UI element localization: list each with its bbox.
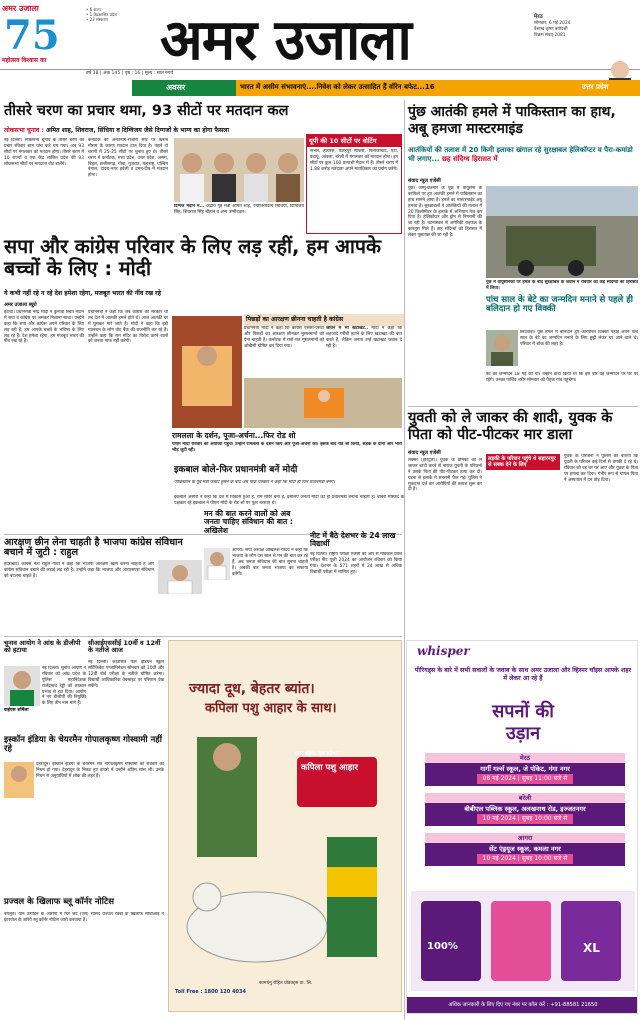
poonch-body-lower: [408, 292, 482, 404]
slot-date: 10 मई 2024 | सुबह 10:00 बजे से: [477, 854, 574, 864]
slot-date: 08 मई 2024 | सुबह 11:00 बजे से: [477, 774, 574, 784]
rahul-body: हैदराबाद। कांग्रेस नेता राहुल गांधी ने कहा कि भाजपा आरक्षण खत्म करना चाहती है और कांग्रेस संविधान बचाने की लड़ाई लड़ रही है। उन्होंने कहा कि भाजपा और आरएसएस संविधान को बदलना चाहते हैं।: [4, 562, 154, 579]
cisce-headline: सीआईएससीई 10वीं व 12वीं के नतीजे आज: [88, 639, 161, 655]
rahul-photo: [158, 560, 202, 594]
issue-info: वर्ष 38 | अंक 145 | पृष्ठ : 16 | मूल्य : सात रुपये: [86, 71, 174, 76]
kapila-tollfree[interactable]: Toll Free : 1800 120 4034: [175, 989, 246, 995]
kapila-brand: कपिला पशु आहार: [301, 763, 358, 773]
lead-subhead-text: अमित शाह, शिवराज, सिंधिया व दिग्विजय जैसे दिग्गजों के भाग्य का होगा फैसला: [46, 127, 230, 134]
reservation-box-body: प्रधानमंत्री मोदी ने कहा कि कांग्रेस एससी-एसटी और पिछड़ों का आरक्षण छीनकर मुसलमानों को देना चाहती है। कर्नाटक में रातों-रात मुसलमानों को ओबीसी घोषित कर दिया गया।: [244, 326, 324, 349]
ticker-region: उत्तर प्रदेश: [582, 83, 609, 91]
kapila-line2: कपिला पशु आहार के साथ।: [205, 701, 337, 716]
marriage-body: लक्सर (हरिद्वार)। युवक के प्रेमिका को ले जाकर शादी करने से नाराज युवती के परिजनों ने उसके पिता की पीट-पीटकर हत्या कर दी। घटना से इलाके में सनसनी फैल गई। पुलिस ने मुकदमा दर्ज कर आरोपियों की तलाश शुरू कर दी है।: [408, 458, 482, 493]
lead-headline: तीसरे चरण का प्रचार थमा, 93 सीटों पर मतदान कल: [4, 103, 289, 119]
candidates-photo: [174, 138, 304, 202]
masthead: [0, 0, 640, 73]
whisper-ad[interactable]: [406, 640, 638, 1014]
slot-city: बरेली: [425, 793, 625, 803]
poonch-body: पुंछ। जम्मू-कश्मीर के पुंछ में वायुसेना के काफिले पर हुए आतंकी हमले में पाकिस्तान का हाथ सामने आया है। हमले का मास्टरमाइंड अबू हमजा है। सुरक्षाबलों ने आतंकियों की तलाश में 20 किलोमीटर के इलाके में अभियान तेज कर दिया है। हेलिकॉप्टर और ड्रोन से निगरानी की जा रही है। घटनास्थल से अमेरिकी राइफल के कारतूस मिले हैं। छह संदिग्धों को हिरासत में लेकर पूछताछ की जा रही है।: [408, 186, 482, 239]
sharmila-caption: वाईएस शर्मिला: [4, 708, 29, 713]
anniversary-tagline: महोत्सव विश्वास का: [2, 57, 47, 64]
ticker-label: अवसर: [132, 80, 236, 96]
up-seats-box: [306, 134, 402, 234]
road-show-text: पीएम मोदी रविवार को अयोध्या पहुंचे। उन्होंने रामलला के दर्शन किए और पूजा-अर्चना की। इसके बाद रोड शो किया, सड़क के दोनों ओर भारी भीड़ जुटी रही।: [172, 442, 402, 453]
newspaper-title: अमर उजाला: [160, 8, 411, 73]
cisce-body: नई दिल्ली। काउंसिल फॉर इंडियन स्कूल सर्टिफिकेट एग्जामिनेशन सोमवार को 10वीं और 12वीं बोर्ड परीक्षा के नतीजे घोषित करेगा। विद्यार्थी आधिकारिक वेबसाइट पर परिणाम देख सकेंगे।: [88, 660, 164, 689]
pm-body-2: प्रधानमंत्री ने कहा कि जब कांग्रेस की सरकार थी तब देश में आतंकी हमले होते थे। आज आतंकी घर में घुसकर मारे जाते हैं। मोदी ने कहा कि इंडी गठबंधन के लोग वोट बैंक की राजनीति कर रहे हैं। उन्होंने कहा कि राम मंदिर का विरोध करने वालों को जनता माफ नहीं करेगी।: [88, 310, 168, 345]
kapila-ad[interactable]: [168, 640, 402, 1012]
divider: [404, 100, 405, 1020]
lead-subhead-label: लोकसभा चुनाव :: [4, 127, 44, 134]
up-seats-body: संभल, हाथरस, फतेहपुर सीकरी, फिरोजाबाद, एटा, बदायूं, आंवला, बरेली में मंगलवार को मतदान होगा। इन सीटों पर कुल 100 प्रत्याशी मैदान में हैं। तीसरे चरण में 1.88 करोड़ मतदाता अपने मताधिकार का प्रयोग करेंगे।: [310, 149, 398, 172]
whisper-title-2: उड़ान: [505, 723, 541, 744]
up-seats-title: यूपी की 10 सीटों पर वोटिंग: [307, 135, 401, 147]
quote-body: मोदी ने कहा कि शहजादे गरीबी हटाने के लिए खटाखट की बात करते हैं, लेकिन जनता उन्हें खटाखट जवाब दे रही है।: [326, 326, 402, 349]
iqbal-headline: इकबाल बोले-फिर प्रधानमंत्री बनें मोदी: [174, 465, 298, 475]
poonch-photo: [486, 186, 638, 278]
kapila-company: कामधेनु रोहित प्रोडक्ट्स प्रा. लि.: [259, 981, 313, 986]
iskcon-photo: [4, 762, 34, 798]
divider: [408, 406, 638, 407]
rahul-headline: आरक्षण छीन लेना चाहती है भाजपा कांग्रेस संविधान बचाने में जुटी : राहुल: [4, 537, 183, 559]
slot-school: गार्गी गर्ल्स स्कूल, जे पॉकेट, गंगा नगर: [480, 765, 570, 774]
reservation-box-title: पिछड़ों का आरक्षण छीनना चाहती है कांग्रेस: [244, 314, 404, 326]
marriage-body-2: युवक के परिजनों ने पुलिस को बताया कि युवती के परिजन कई दिनों से धमकी दे रहे थे। रविवार को वह घर पर आए और युवक के पिता पर हमला कर दिया। गंभीर रूप से घायल पिता ने अस्पताल में दम तोड़ दिया।: [564, 454, 638, 483]
edition-info: [534, 14, 638, 38]
kapila-illustration: [177, 727, 397, 977]
poonch-subhead-red: छह संदिग्ध हिरासत में: [441, 154, 498, 163]
road-show-photo: [244, 378, 402, 428]
pm-subhead: ये कभी नहीं रहे न रहे देश हमेशा रहेगा, मजबूत भारत की नींव रख रहे: [4, 290, 161, 297]
poonch-byline: संवाद न्यूज एजेंसी: [408, 178, 441, 184]
poonch-headline: पुंछ आतंकी हमले में पाकिस्तान का हाथ, अबू हमजा मास्टरमाइंड: [408, 104, 616, 137]
neet-body: नई दिल्ली। राष्ट्रीय परीक्षा एजेंसी की ओर से मेडिकल प्रवेश परीक्षा नीट यूजी 2024 का आयोजन रविवार को किया गया। देशभर के 571 शहरों में 24 लाख से अधिक विद्यार्थी परीक्षा में शामिल हुए।: [310, 552, 402, 575]
dgp-headline: चुनाव आयोग ने आंध्र के डीजीपी को हटाया: [4, 639, 81, 655]
poonch-subhead: [408, 146, 638, 164]
slot-city: मेरठ: [425, 753, 625, 763]
vikki-body: छिंदवाड़ा। पुंछ हमले में बलिदान हुए कॉरपोरल विक्की पहाड़े अपने पांच साल के बेटे का जन्मदिन मनाने के लिए छुट्टी लेकर घर आने वाले थे। परिवार में शोक की लहर है।: [520, 330, 638, 347]
lead-photo-caption: [174, 204, 304, 230]
marriage-byline: संवाद न्यूज एजेंसी: [408, 450, 441, 456]
kapila-tagline: प्यार बढ़ेगा, दूध बढ़ेगा!: [295, 751, 340, 757]
poonch-continued: बेटे का जन्मदिन 18 मई को था। उन्होंने वादा किया था कि इस बार वह जन्मदिन पर घर पर रहेंगे। उनका पार्थिव शरीर सोमवार को पैतृक गांव पहुंचेगा।: [486, 372, 638, 383]
marriage-headline: युवती को ले जाकर की शादी, युवक के पिता को पीट-पीटकर मार डाला: [408, 410, 613, 444]
whisper-packs: [411, 881, 635, 991]
akhilesh-headline: मन की बात करने वालों को अब जनता चाहिए संविधान की बात : अखिलेश: [204, 509, 293, 535]
whisper-title-1: सपनों की: [492, 701, 554, 722]
slot-city: आगरा: [425, 833, 625, 843]
sharmila-photo: [4, 666, 40, 706]
poonch-photo-caption: पुंछ में वायुसैनिकों पर हमले के बाद सुरक्षाबल के जवान ने रविवार को कई संदिग्धों को हिरासत में लिया।: [486, 280, 638, 291]
slot-bareilly[interactable]: [425, 793, 625, 826]
slot-meerut[interactable]: [425, 753, 625, 786]
pm-byline: अमर उजाला ब्यूरो: [4, 302, 37, 308]
samvat: विक्रम संवत्-2081: [534, 32, 566, 38]
ram-lalla-photo: [172, 316, 242, 428]
quote-box: [326, 326, 402, 376]
marriage-box: लड़की के परिजन पहुंचे थे सहारनपुर से सबक देने के लिए: [486, 454, 560, 470]
iskcon-headline: इस्कॉन इंडिया के चेयरमैन गोपालकृष्ण गोस्वामी नहीं रहे: [4, 735, 162, 755]
poonch-subhead-text: आतंकियों की तलाश में 20 किमी इलाका खंगाल रहे सुरक्षाबल हेलिकॉप्टर व पैरा-कमांडो भी लगाए...: [408, 146, 633, 163]
hindi-date: वैशाख कृष्ण त्रयोदशी: [534, 26, 568, 32]
lead-photo-caption-text: केंद्रीय गृह मंत्री अमित शाह, ज्योतिरादित्य सिंधिया, दिग्विजय सिंह, शिवराज सिंह चौहान व अन्य उम्मीदवार।: [174, 204, 304, 215]
whisper-brand: whisper: [417, 644, 470, 658]
ticker-bar: [132, 80, 640, 96]
ram-lalla-caption: रामलला के दर्शन, पूजा-अर्चना...फिर रोड शो: [172, 431, 296, 440]
lead-body-1: नई दिल्ली। लोकसभा चुनाव के तीसरे चरण का प्रचार रविवार शाम पांच बजे थम गया। अब 93 सीटों पर मंगलवार को मतदान होगा। तीसरे चरण में 10 राज्यों व एक केंद्र शासित प्रदेश की 93 लोकसभा सीटों पर मतदाता वोट डालेंगे।: [4, 138, 84, 167]
akhilesh-body: आगरा। सपा अध्यक्ष अखिलेश यादव ने कहा कि भाजपा के लोग दस साल से मन की बात कर रहे हैं, अब जनता संविधान की बात सुनना चाहती है। अबकी बार जनता भाजपा का सफाया करेगी।: [232, 548, 308, 577]
prajwal-headline: प्रज्वल के खिलाफ ब्लू कॉर्नर नोटिस: [4, 897, 114, 907]
iskcon-body: देहरादून। इस्कॉन इंडिया के चेयरमैन संत गोपालकृष्ण गोस्वामी का रविवार को निधन हो गया। देहरादून के निकट हुए हादसे में उन्होंने अंतिम सांस ली। उनके निधन से अनुयायियों में शोक की लहर है।: [36, 762, 164, 779]
slot-agra[interactable]: [425, 833, 625, 866]
whisper-footer[interactable]: अधिक जानकारी के लिए दिए गए नंबर पर कॉल करें : +91-88581 21650: [407, 997, 638, 1014]
slot-date: 10 मई 2024 | सुबह 10:00 बजे से: [477, 814, 574, 824]
pack-label-2: XL: [583, 941, 600, 955]
quote-title: जीवन में भी खटाखट..: [326, 326, 369, 331]
iqbal-body: इकबाल अंसारी ने कहा कि देश में विकास हुआ है, राम मंदिर बना है, इसलिए जनता मोदी को ही प्रधानमंत्री बनाना चाहती है। बाबरी मस्जिद के पक्षकार रहे इकबाल ने पीएम मोदी के रोड शो पर फूल बरसाए थे।: [174, 495, 404, 506]
neet-headline: नीट में बैठे देशभर के 24 लाख विद्यार्थी: [310, 531, 396, 549]
pm-body-1: इटावा। प्रधानमंत्री नरेंद्र मोदी ने कुनावा स्थित मैदान में सपा व कांग्रेस पर जमकर निशाना साधा। उन्होंने कहा कि सपा और कांग्रेस अपने परिवार के लिए लड़ रही हैं, हम आपके बच्चों के भविष्य के लिए लड़ रहे हैं। देश हमेशा रहेगा, हम मजबूत भारत की नींव रख रहे हैं।: [4, 310, 84, 345]
divider: [4, 636, 402, 637]
editions-list: • 6 राज्य • 1 केंद्रशासित प्रदेश • 23 संस्करण: [86, 7, 117, 23]
prajwal-body: बंगलूरु। यौन उत्पीड़न के आरोपों में घिरे जद (एस) सांसद प्रज्वल रेवन्ना के खिलाफ सीबीआई ने इंटरपोल के जरिये ब्लू कॉर्नर नोटिस जारी करवाया है।: [4, 912, 164, 923]
vikki-photo: [486, 330, 518, 366]
slot-school: सेंट एंड्रयूज स्कूल, कमला नगर: [489, 845, 561, 854]
lead-body-2: कर्नाटक की अनंतनाग-राजौरी सीट पर खराब मौसम के कारण मतदान टाल दिया है। पहले दो चरणों में 25-25 सीटों पर चुनाव हुए थे। तीसरे चरण में कर्नाटक, मध्य प्रदेश, उत्तर प्रदेश, असम, बिहार, छत्तीसगढ़, गोवा, गुजरात, महाराष्ट्र, पश्चिम बंगाल, दादरा-नगर हवेली व दमन-दीव में मतदान होगा।: [88, 138, 168, 179]
vikki-headline: पांच साल के बेटे का जन्मदिन मनाने से पहले ही बलिदान हो गए विक्की: [486, 295, 633, 315]
kapila-line1: ज्यादा दूध, बेहतर ब्यांत।: [189, 681, 315, 697]
mini-brand-name: अमर उजाला: [2, 4, 39, 13]
akhilesh-photo: [204, 548, 230, 580]
anniversary-logo: [2, 4, 84, 68]
whisper-intro: पीरियड्स के बारे में सभी सवालों के जवाब के साथ अमर उजाला और व्हिस्पर चॉइस आपके शहर में लेकर आ रहे हैं: [414, 667, 632, 682]
anniversary-number: 75: [4, 12, 60, 59]
pm-headline: सपा और कांग्रेस परिवार के लिए लड़ रहीं, हम आपके बच्चों के लिए : मोदी: [4, 235, 381, 281]
slot-school: बीबीएल पब्लिक स्कूल, अलखनाथ रोड, इज्जतनगर: [464, 805, 586, 814]
edition-date: सोमवार, 6 मई 2024: [534, 21, 571, 27]
edition-city: मेरठ: [534, 14, 543, 20]
iqbal-lead: पाकिस्तान के पूर्व मंत्री फवाद हुसैन के बाद अब पाक पत्रकार ने कहा कि मोदी ही फिर प्रधानमंत्री बनेंगे।: [174, 480, 335, 485]
dgp-body: नई दिल्ली। चुनाव आयोग ने रविवार को आंध्र प्रदेश के पुलिस महानिदेशक राजेंद्रनाथ रेड्डी को तत्काल प्रभाव से हटा दिया। आयोग ने नए डीजीपी की नियुक्ति के लिए तीन नाम मांगे हैं।: [42, 666, 86, 707]
lead-photo-caption-title: दिग्गज मैदान में...: [174, 204, 205, 209]
pack-label-1: 100%: [427, 941, 458, 952]
ticker-text: भारत में असीम संभावनाएं....निवेश को लेकर उत्साहित हैं वॉरेन बफेट...16: [240, 83, 435, 91]
